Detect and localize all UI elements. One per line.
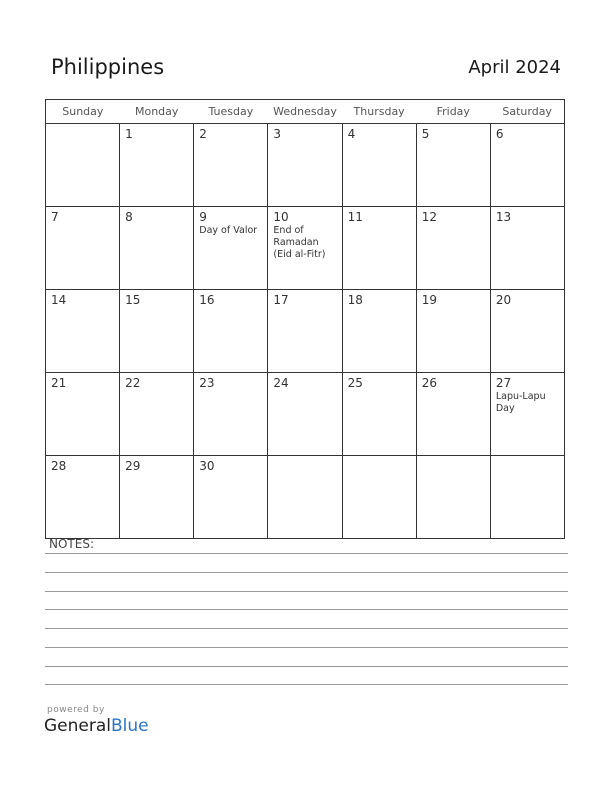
day-cell <box>490 373 564 456</box>
weekday-header: Tuesday <box>194 100 268 124</box>
weekday-header: Thursday <box>342 100 416 124</box>
country-title: Philippines <box>51 55 165 79</box>
day-cell <box>120 207 194 290</box>
day-number: 20 <box>495 293 512 307</box>
day-number: 16 <box>199 293 215 307</box>
holiday-label: Lapu-Lapu Day <box>495 391 546 414</box>
day-cell <box>194 124 268 207</box>
day-number: 30 <box>199 459 215 473</box>
day-cell <box>46 373 120 456</box>
month-year-title: April 2024 <box>468 57 561 78</box>
day-cell <box>268 456 342 539</box>
day-cell <box>342 290 416 373</box>
day-cell <box>490 456 564 539</box>
day-cell <box>120 373 194 456</box>
day-cell <box>342 456 416 539</box>
day-number: 19 <box>421 293 437 307</box>
notes-line <box>45 609 568 610</box>
holiday-label: End of Ramadan (Eid al-Fitr) <box>273 225 326 260</box>
day-number: 15 <box>125 293 141 307</box>
day-cell <box>120 290 194 373</box>
day-cell <box>416 207 490 290</box>
day-number: 29 <box>125 459 141 473</box>
day-number: 1 <box>125 127 133 141</box>
day-number: 26 <box>421 376 437 390</box>
day-number: 14 <box>51 293 67 307</box>
day-cell <box>268 207 342 290</box>
day-cell <box>194 290 268 373</box>
day-number: 12 <box>421 210 437 224</box>
day-cell <box>46 290 120 373</box>
calendar-grid <box>45 99 565 539</box>
day-cell <box>268 290 342 373</box>
day-number: 4 <box>347 127 356 141</box>
weekday-header-row <box>46 100 565 124</box>
day-cell <box>46 456 120 539</box>
notes-line <box>45 684 568 685</box>
day-number: 5 <box>421 127 430 141</box>
day-cell <box>120 124 194 207</box>
day-cell <box>268 373 342 456</box>
day-number: 28 <box>51 459 67 473</box>
notes-line <box>45 572 568 573</box>
weekday-header: Sunday <box>46 100 120 124</box>
weekday-header: Friday <box>416 100 490 124</box>
brand-blue-text: Blue <box>111 716 149 736</box>
week-row <box>46 290 565 373</box>
day-cell <box>490 124 564 207</box>
week-row <box>46 124 565 207</box>
holiday-label: Day of Valor <box>199 225 258 236</box>
day-number: 6 <box>495 127 504 141</box>
day-number: 22 <box>125 376 141 390</box>
day-number: 9 <box>199 210 207 224</box>
day-cell <box>416 124 490 207</box>
notes-line <box>45 553 568 554</box>
day-number: 2 <box>199 127 207 141</box>
day-number: 10 <box>273 210 289 224</box>
day-number: 3 <box>273 127 282 141</box>
day-number: 7 <box>51 210 59 224</box>
day-cell <box>416 373 490 456</box>
brand-general-text: General <box>44 716 111 736</box>
weekday-header: Wednesday <box>268 100 342 124</box>
day-cell <box>416 290 490 373</box>
day-number: 17 <box>273 293 289 307</box>
day-cell <box>46 124 120 207</box>
notes-line <box>45 591 568 592</box>
powered-by-text: powered by <box>47 705 105 715</box>
day-cell <box>490 290 564 373</box>
day-cell <box>490 207 564 290</box>
week-row <box>46 207 565 290</box>
day-cell <box>268 124 342 207</box>
weekday-header: Saturday <box>490 100 564 124</box>
day-cell <box>46 207 120 290</box>
generalblue-logo <box>44 716 149 736</box>
weekday-header: Monday <box>120 100 194 124</box>
day-number: 24 <box>273 376 289 390</box>
day-number: 27 <box>495 376 512 390</box>
day-cell <box>342 207 416 290</box>
day-cell <box>194 456 268 539</box>
day-cell <box>416 456 490 539</box>
notes-line <box>45 647 568 648</box>
day-number: 13 <box>495 210 512 224</box>
week-row <box>46 373 565 456</box>
day-cell <box>120 456 194 539</box>
day-cell <box>194 207 268 290</box>
day-number: 11 <box>347 210 363 224</box>
notes-line <box>45 628 568 629</box>
day-cell <box>194 373 268 456</box>
notes-line <box>45 666 568 667</box>
week-row <box>46 456 565 539</box>
day-number: 21 <box>51 376 67 390</box>
day-number: 23 <box>199 376 215 390</box>
day-cell <box>342 373 416 456</box>
notes-label: NOTES: <box>49 537 94 551</box>
day-number: 18 <box>347 293 363 307</box>
day-cell <box>342 124 416 207</box>
day-number: 8 <box>125 210 133 224</box>
day-number: 25 <box>347 376 363 390</box>
